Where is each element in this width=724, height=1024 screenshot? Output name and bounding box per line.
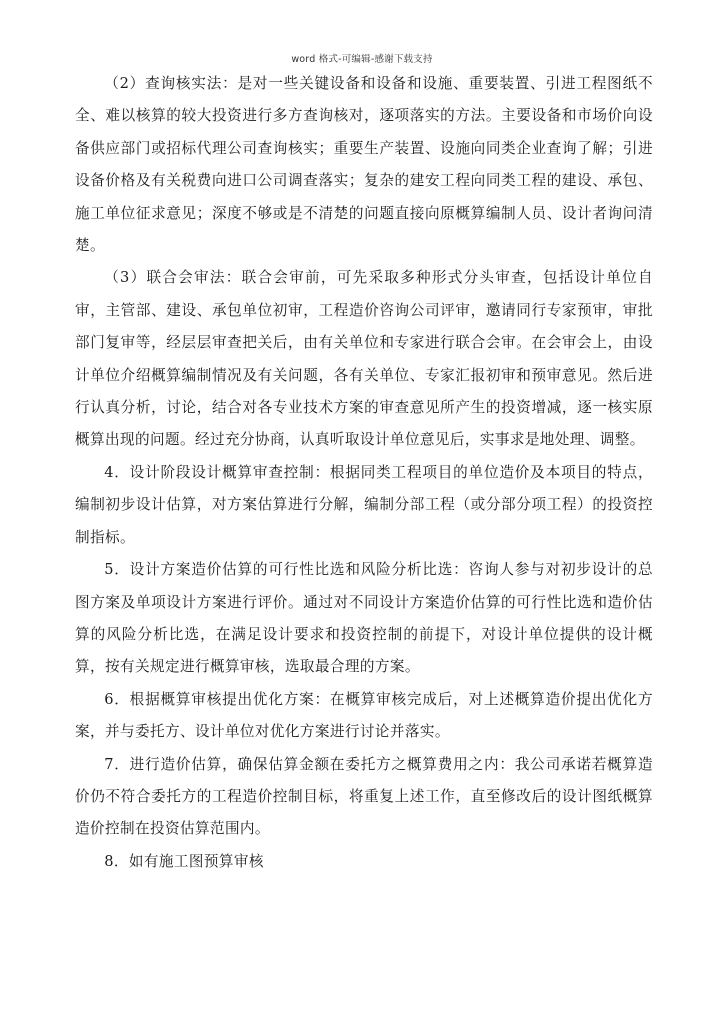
- paragraph-item-6: 6．根据概算审核提出优化方案：在概算审核完成后，对上述概算造价提出优化方案，并与委托方、设计单位对优化方案进行讨论并落实。: [75, 690, 653, 741]
- paragraph-item-7: 7．进行造价估算，确保估算金额在委托方之概算费用之内：我公司承诺若概算造价仍不符合委托方的工程造价控制目标，将重复上述工作，直至修改后的设计图纸概算造价控制在投资估算范围内。: [75, 755, 653, 838]
- paragraph-item-4: 4．设计阶段设计概算审查控制：根据同类工程项目的单位造价及本项目的特点，编制初步设计估算，对方案估算进行分解，编制分部工程（或分部分项工程）的投资控制指标。: [75, 463, 653, 546]
- paragraph-query-verification: （2）查询核实法：是对一些关键设备和设备和设施、重要装置、引进工程图纸不全、难以核算的较大投资进行多方查询核对，逐项落实的方法。主要设备和市场价向设备供应部门或招标代理公司查询核实；重要生产装置、设施向同类企业查询了解；引进设备价格及有关税费向进口公司调查落实；复杂的建安工程向同类工程的建设、承包、施工单位征求意见；深度不够或是不清楚的问题直接向原概算编制人员、设计者询问清楚。: [75, 75, 653, 255]
- document-body: [75, 68, 653, 878]
- paragraph-joint-review: （3）联合会审法：联合会审前，可先采取多种形式分头审查，包括设计单位自审，主管部、建设、承包单位初审，工程造价咨询公司评审，邀请同行专家预审，审批部门复审等，经层层审查把关后，由有关单位和专家进行联合会审。在会审会上，由设计单位介绍概算编制情况及有关问题，各有关单位、专家汇报初审和预审意见。然后进行认真分析，讨论，结合对各专业技术方案的审查意见所产生的投资增减，逐一核实原概算出现的问题。经过充分协商，认真听取设计单位意见后，实事求是地处理、调整。: [75, 269, 653, 449]
- page-header: word 格式-可编辑-感谢下载支持: [291, 54, 433, 65]
- paragraph-item-5: 5．设计方案造价估算的可行性比选和风险分析比选：咨询人参与对初步设计的总图方案及单项设计方案进行评价。通过对不同设计方案造价估算的可行性比选和造价估算的风险分析比选，在满足设计要求和投资控制的前提下，对设计单位提供的设计概算，按有关规定进行概算审核，选取最合理的方案。: [75, 561, 653, 676]
- paragraph-item-8: 8．如有施工图预算审核: [104, 852, 264, 870]
